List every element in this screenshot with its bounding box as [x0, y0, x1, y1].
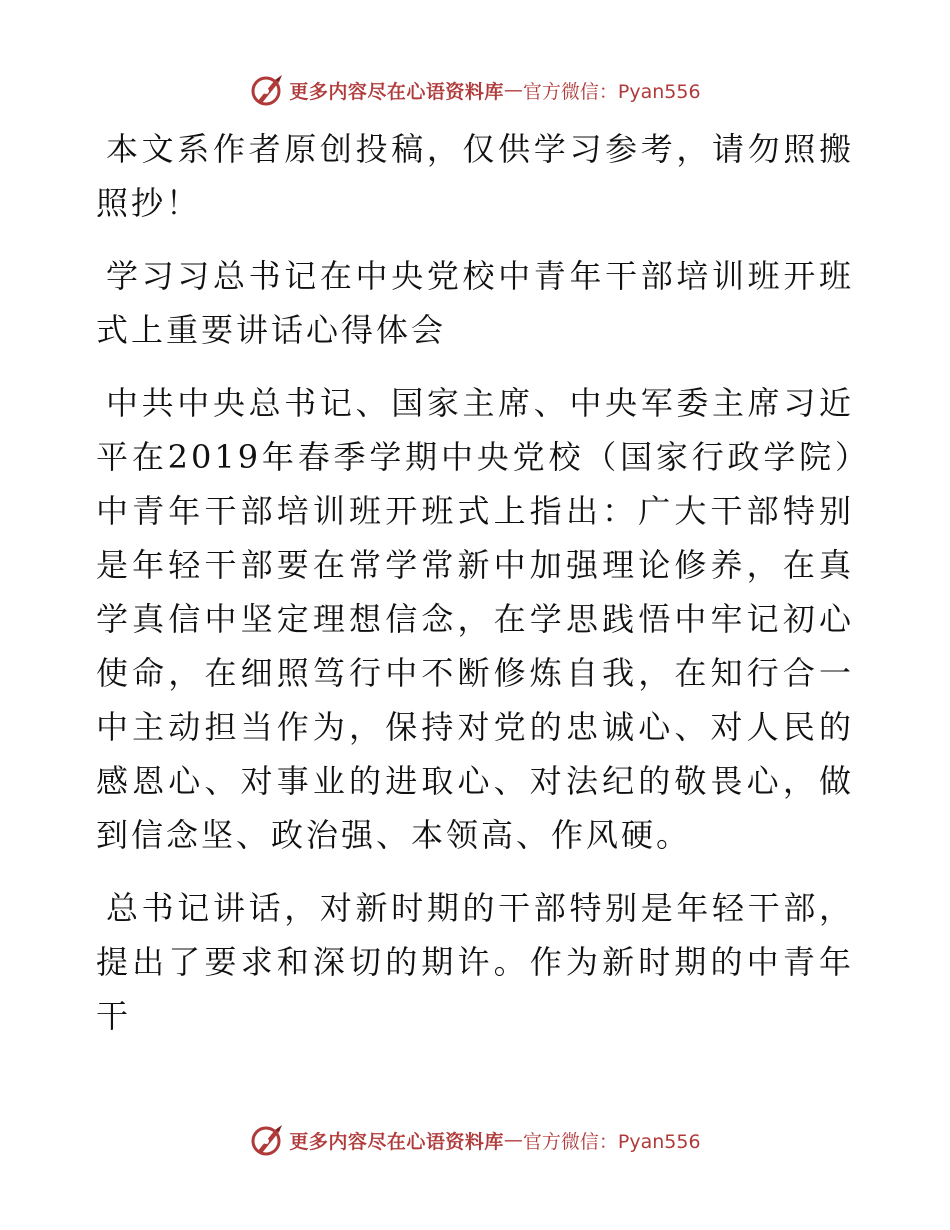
watermark-dash: —	[503, 1129, 523, 1151]
watermark-site-text: 更多内容尽在心语资料库	[289, 1130, 504, 1153]
copyright-notice: 本文系作者原创投稿，仅供学习参考，请勿照搬照抄！	[96, 130, 854, 222]
body-paragraph: 总书记讲话，对新时期的干部特别是年轻干部，提出了要求和深切的期许。作为新时期的中青年干	[96, 889, 854, 1035]
header-watermark	[0, 70, 950, 110]
document-title: 学习习总书记在中央党校中青年干部培训班开班式上重要讲话心得体会	[96, 257, 854, 349]
document-body	[96, 122, 854, 1062]
watermark-wechat-text: 官方微信：Pyan556	[522, 1130, 701, 1153]
watermark-inner	[249, 72, 700, 108]
watermark-site-text: 更多内容尽在心语资料库	[289, 80, 504, 103]
watermark-dash: —	[503, 79, 523, 101]
quill-pen-logo-icon	[249, 1122, 285, 1158]
body-paragraph: 中共中央总书记、国家主席、中央军委主席习近平在2019年春季学期中央党校（国家行政学院）中青年干部培训班开班式上指出：广大干部特别是年轻干部要在常学常新中加强理论修养，在真学真信中坚定理想信念，在学思践悟中牢记初心使命，在细照笃行中不断修炼自我，在知行合一中主动担当作为，保持对党的忠诚心、对人民的感恩心、对事业的进取心、对法纪的敬畏心，做到信念坚、政治强、本领高、作风硬。	[96, 384, 854, 854]
footer-watermark	[0, 1120, 950, 1160]
watermark-wechat-text: 官方微信：Pyan556	[522, 80, 701, 103]
watermark-inner	[249, 1122, 700, 1158]
quill-pen-logo-icon	[249, 72, 285, 108]
